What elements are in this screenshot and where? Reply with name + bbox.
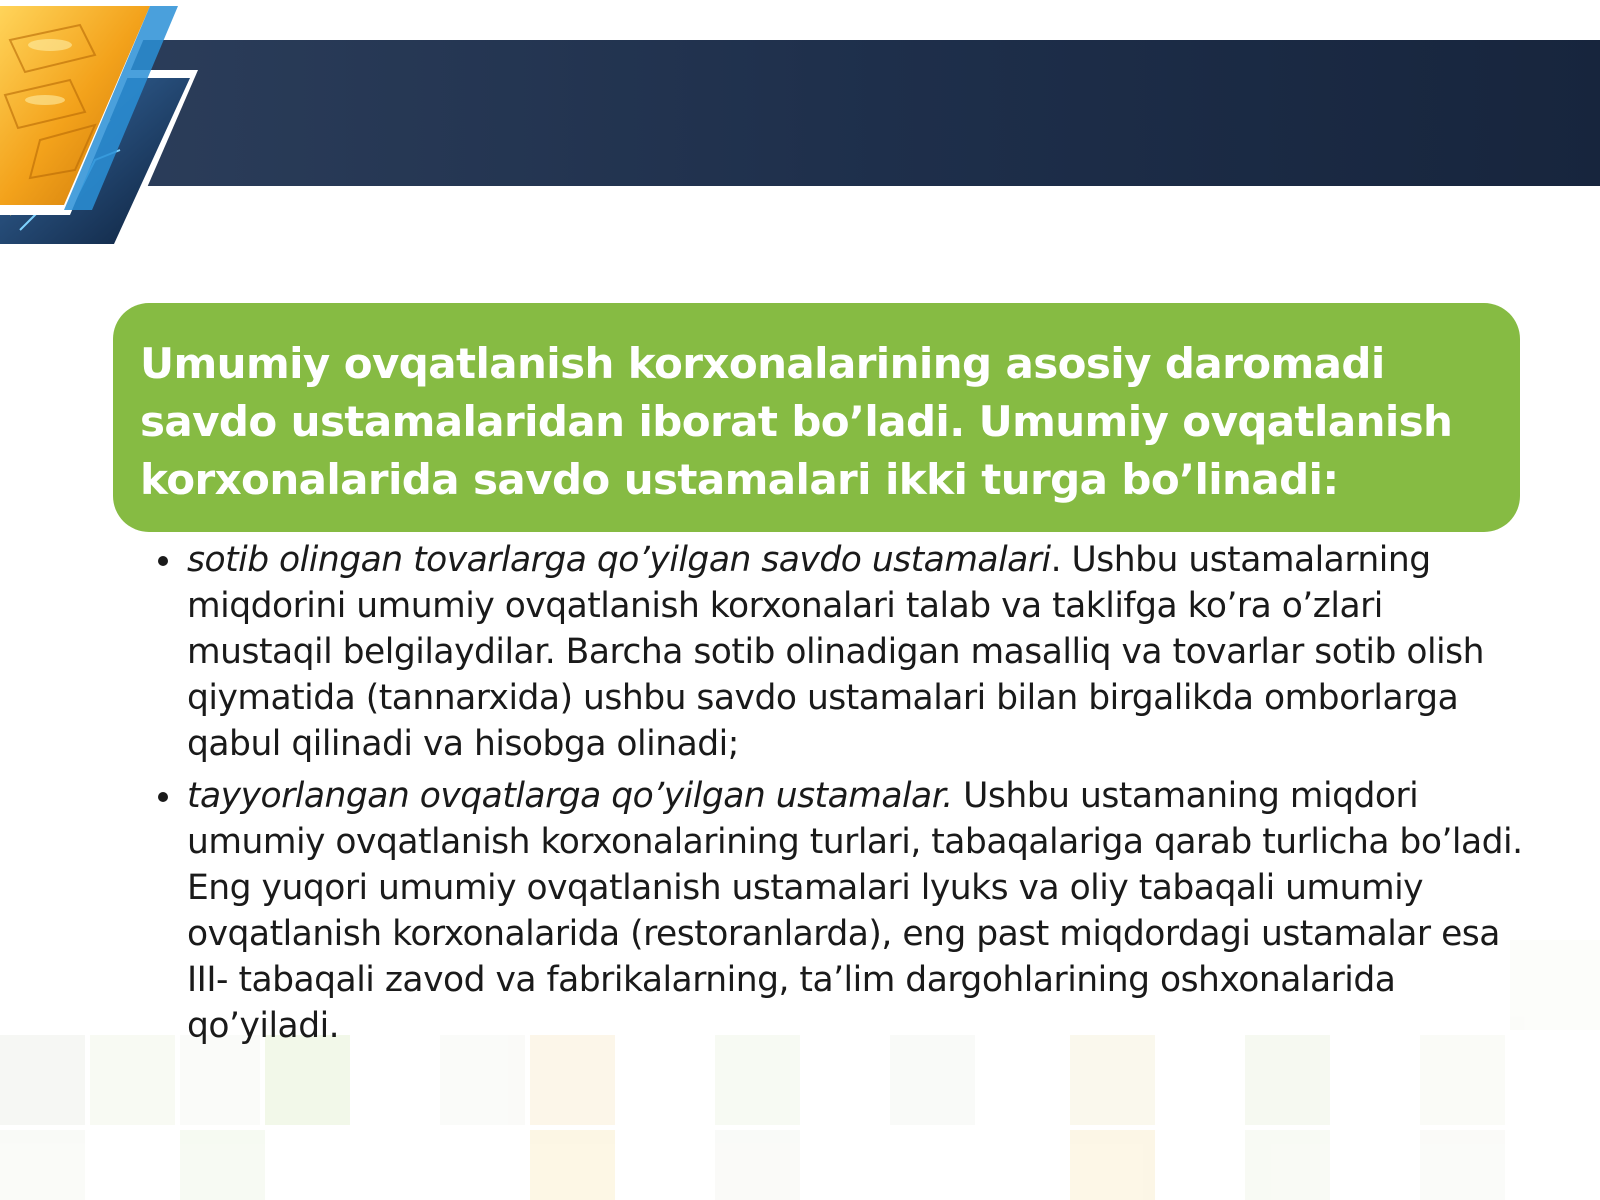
bullet-dot-icon [158, 556, 168, 566]
title-box [113, 303, 1520, 532]
slide-title: Umumiy ovqatlanish korxonalarining asosiy daromadi savdo ustamalaridan iborat bo’ladi. Umumiy ovqatlanish korxonalarida savdo ustamalari ikki turga bo’linadi: [140, 339, 1453, 504]
bullet-dot-icon [158, 792, 168, 802]
bullet-list [155, 537, 1525, 1055]
bullet-lead: sotib olingan tovarlarga qo’yilgan savdo ustamalari [187, 540, 1051, 580]
bullet-text: . Ushbu ustamalarning miqdorini umumiy ovqatlanish korxonalari talab va taklifga ko’ra o’zlari mustaqil belgilaydilar. Barcha sotib olinadigan masalliq va tovarlar sotib olish qiymatida (tannarxida) ushbu savdo ustamalari bilan birgalikda omborlarga qabul qilinadi va hisobga olinadi; [187, 540, 1484, 764]
list-item [155, 773, 1525, 1049]
bullet-lead: tayyorlangan ovqatlarga qo’yilgan ustamalar. [187, 776, 953, 816]
gold-bars-chart-image [0, 0, 210, 260]
list-item [155, 537, 1525, 767]
bullet-text: Ushbu ustamaning miqdori umumiy ovqatlanish korxonalarining turlari, tabaqalariga qarab turlicha bo’ladi. Eng yuqori umumiy ovqatlanish ustamalari lyuks va oliy tabaqali umumiy ovqatlanish korxonalarida (restoranlarda), eng past miqdordagi ustamalar esa III- tabaqali zavod va fabrikalarning, ta’lim dargohlarining oshxonalarida qo’yiladi. [187, 776, 1523, 1046]
header-band [0, 40, 1600, 186]
